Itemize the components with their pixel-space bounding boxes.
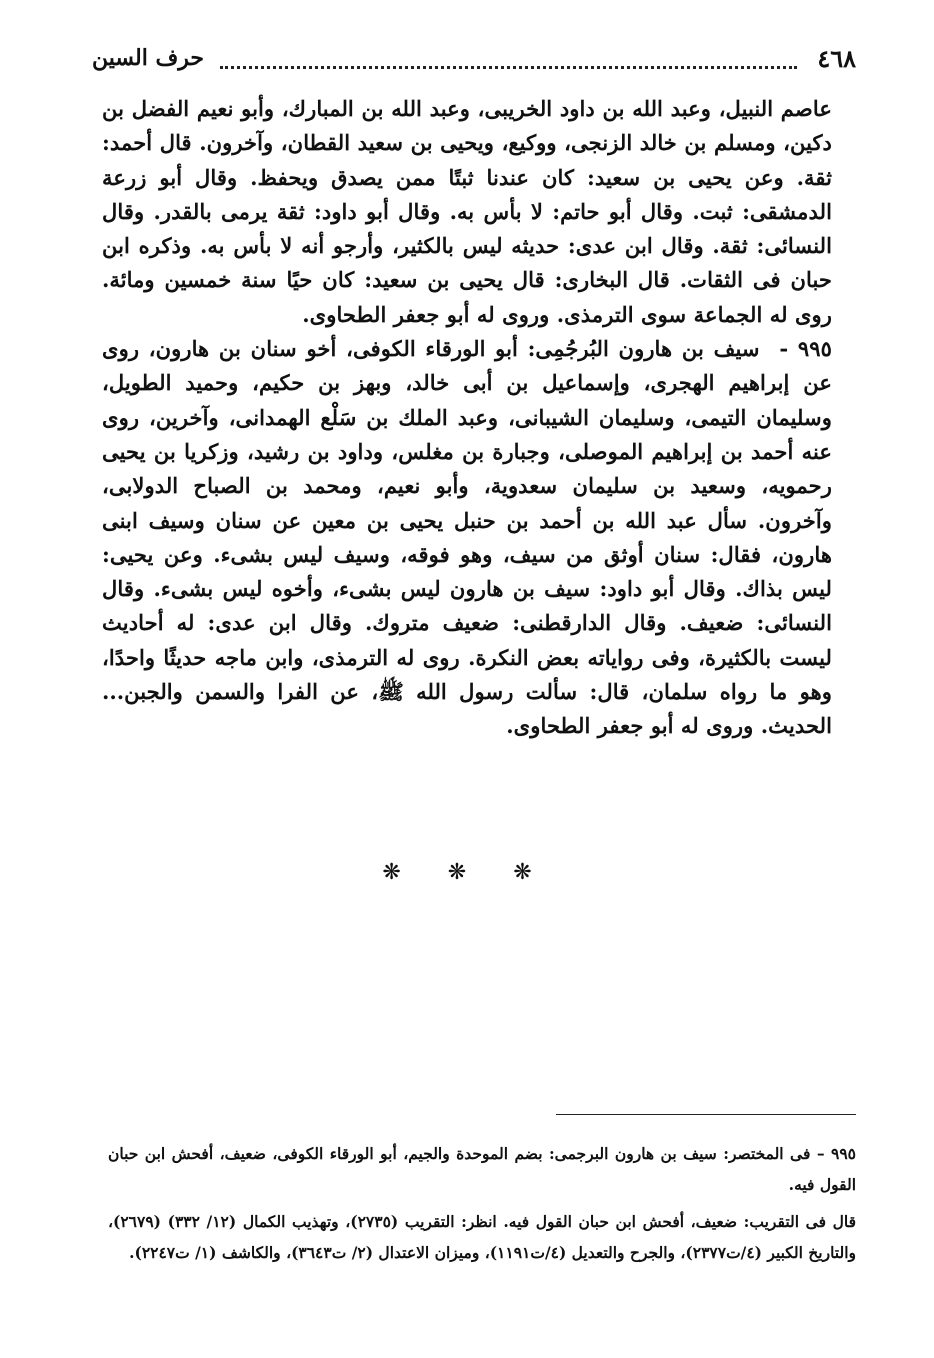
footnote-1: ٩٩٥ – فى المختصر: سيف بن هارون البرجمى: بضم الموحدة والجيم، أبو الورقاء الكوفى، ضعيف، أفحش ابن حبان القول فيه.: [108, 1144, 856, 1194]
footnote-2: قال فى التقريب: ضعيف، أفحش ابن حبان القول فيه. انظر: التقريب (٢٧٣٥)، وتهذيب الكمال (١٢/ ٣٣٢) (٢٦٧٩)، والتاريخ الكبير (٤/ت٢٣٧٧)، والجرح والتعديل (٤/ت١١٩١)، وميزان الاعتدال (٢/ ت٣٦٤٣)، والكاشف (١/ ت٢٢٤٧).: [108, 1212, 856, 1262]
entry-995: [102, 332, 832, 744]
header-dotted-leader: [220, 56, 797, 69]
section-separator: ❋ ❋ ❋: [382, 860, 552, 885]
footnote-divider: [556, 1114, 856, 1115]
entry-text: سيف بن هارون البُرجُمِى: أبو الورقاء الكوفى، أخو سنان بن هارون، روى عن إبراهيم الهجرى، وإسماعيل بن أبى خالد، وبهز بن حكيم، وحميد الطويل، وسليمان التيمى، وسليمان الشيبانى، وعبد الملك بن سَلْع الهمدانى، وآخرين، روى عنه أحمد بن إبراهيم الموصلى، وجبارة بن مغلس، وداود بن رشيد، وزكريا بن يحيى رحمويه، وسعيد بن سليمان سعدوية، وأبو نعيم، ومحمد بن الصباح الدولابى، وآخرون. سأل عبد الله بن أحمد بن حنبل يحيى بن معين عن سنان وسيف ابنى هارون، فقال: سنان أوثق من سيف، وهو فوقه، وسيف ليس بشىء. وعن يحيى: ليس بذاك. وقال أبو داود: سيف بن هارون ليس بشىء، وأخوه ليس بشىء. وقال النسائى: ضعيف. وقال الدارقطنى: ضعيف متروك. وقال ابن عدى: له أحاديث ليست بالكثيرة، وفى رواياته بعض النكرة. روى له الترمذى، وابن ماجه حديثًا واحدًا، وهو ما رواه سلمان، قال: سألت رسول الله ﷺ، عن الفرا والسمن والجبن... الحديث. وروى له أبو جعفر الطحاوى.: [102, 336, 832, 739]
page-number: ٤٦٨: [817, 43, 856, 73]
footnotes: [108, 1138, 856, 1274]
main-text: [102, 92, 832, 744]
running-title: حرف السين: [92, 45, 205, 71]
paragraph-continued: عاصم النبيل، وعبد الله بن داود الخريبى، وعبد الله بن المبارك، وأبو نعيم الفضل بن دكين، ومسلم بن خالد الزنجى، ووكيع، ويحيى بن سعيد القطان، وآخرون. قال أحمد: ثقة. وعن يحيى بن سعيد: كان عندنا ثبتًا ممن يصدق ويحفظ. وقال أبو زرعة الدمشقى: ثبت. وقال أبو حاتم: لا بأس به. وقال أبو داود: ثقة يرمى بالقدر. وقال النسائى: ثقة. وقال ابن عدى: حديثه ليس بالكثير، وأرجو أنه لا بأس به. وذكره ابن حبان فى الثقات. قال البخارى: قال يحيى بن سعيد: كان حيًا سنة خمسين ومائة. روى له الجماعة سوى الترمذى. وروى له أبو جعفر الطحاوى.: [102, 96, 832, 327]
entry-number: ٩٩٥ -: [779, 336, 832, 362]
page-header: [92, 38, 856, 78]
